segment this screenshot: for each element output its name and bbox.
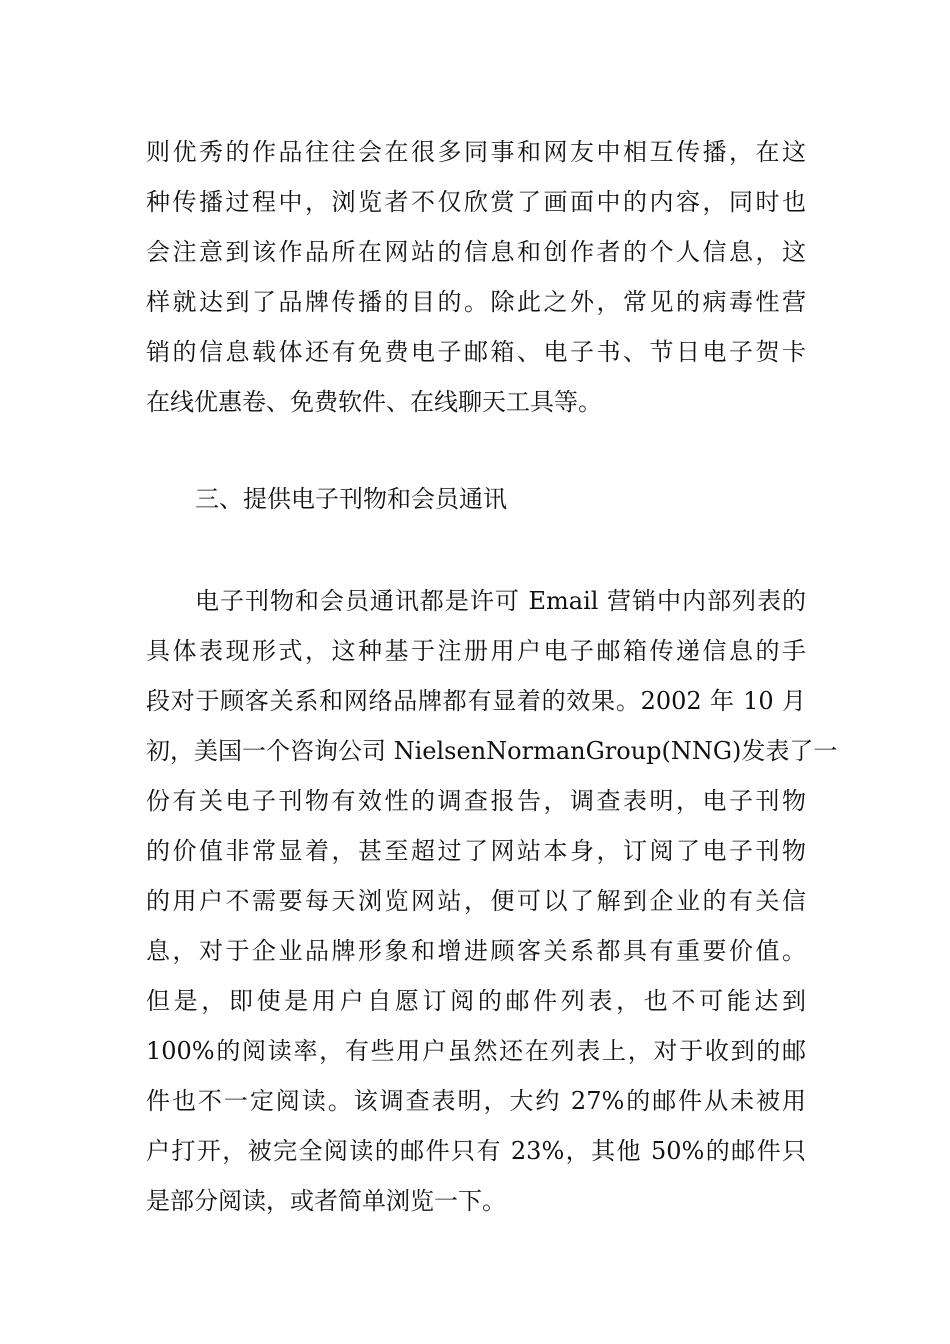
paragraph-line: 是部分阅读，或者简单浏览一下。 bbox=[146, 1187, 506, 1215]
paragraph-line: 电子刊物和会员通讯都是许可 Email 营销中内部列表的 bbox=[195, 587, 806, 615]
paragraph-line: 的用户不需要每天浏览网站，便可以了解到企业的有关信 bbox=[146, 887, 806, 915]
paragraph-viral-marketing bbox=[146, 127, 806, 427]
paragraph-line: 销的信息载体还有免费电子邮箱、电子书、节日电子贺卡 bbox=[146, 338, 806, 366]
paragraph-line: 的价值非常显着，甚至超过了网站本身，订阅了电子刊物 bbox=[146, 837, 806, 865]
paragraph-line: 在线优惠卷、免费软件、在线聊天工具等。 bbox=[146, 388, 602, 416]
section-heading: 三、提供电子刊物和会员通讯 bbox=[195, 485, 507, 513]
paragraph-line: 种传播过程中，浏览者不仅欣赏了画面中的内容，同时也 bbox=[146, 188, 806, 216]
paragraph-line: 但是，即使是用户自愿订阅的邮件列表，也不可能达到 bbox=[146, 987, 806, 1015]
paragraph-line: 户打开，被完全阅读的邮件只有 23%，其他 50%的邮件只 bbox=[146, 1137, 806, 1165]
paragraph-newsletter bbox=[146, 576, 838, 1226]
paragraph-line: 具体表现形式，这种基于注册用户电子邮箱传递信息的手 bbox=[146, 637, 806, 665]
paragraph-line: 样就达到了品牌传播的目的。除此之外，常见的病毒性营 bbox=[146, 288, 806, 316]
paragraph-line: 则优秀的作品往往会在很多同事和网友中相互传播，在这 bbox=[146, 138, 806, 166]
paragraph-line: 100%的阅读率，有些用户虽然还在列表上，对于收到的邮 bbox=[146, 1037, 806, 1065]
paragraph-line: 份有关电子刊物有效性的调查报告，调查表明，电子刊物 bbox=[146, 787, 806, 815]
paragraph-line: 息，对于企业品牌形象和增进顾客关系都具有重要价值。 bbox=[146, 937, 806, 965]
paragraph-line: 件也不一定阅读。该调查表明，大约 27%的邮件从未被用 bbox=[146, 1087, 806, 1115]
paragraph-line: 会注意到该作品所在网站的信息和创作者的个人信息，这 bbox=[146, 238, 806, 266]
paragraph-line: 段对于顾客关系和网络品牌都有显着的效果。2002 年 10 月 bbox=[146, 687, 806, 715]
paragraph-line: 初，美国一个咨询公司 NielsenNormanGroup(NNG)发表了一 bbox=[146, 737, 838, 765]
